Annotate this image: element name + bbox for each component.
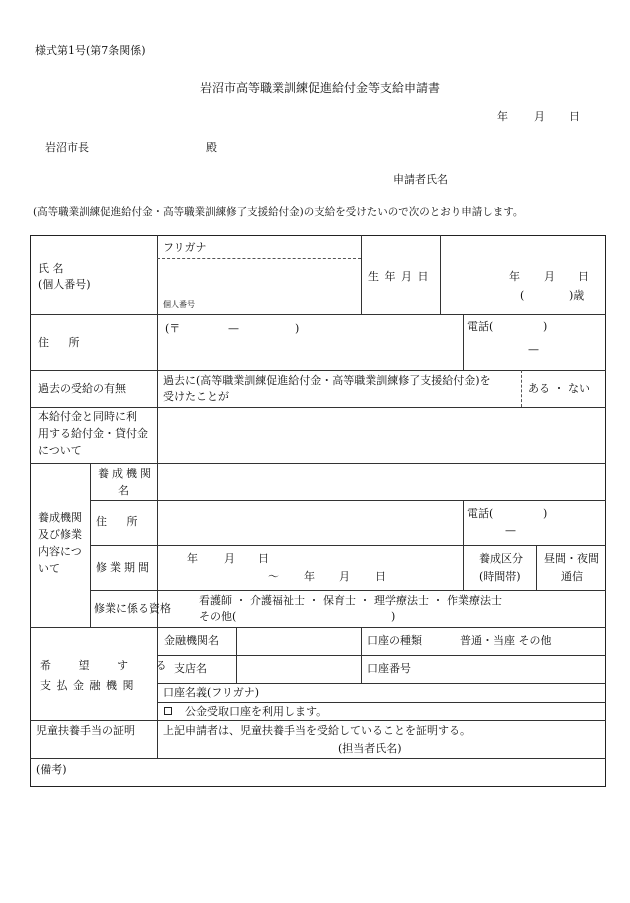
institution-name-field[interactable]: [160, 466, 604, 498]
bank-name-label: 金融機関名: [164, 634, 219, 647]
account-type-label: 口座の種類: [367, 634, 422, 647]
training-period-label: 修業期間: [96, 561, 152, 574]
addressee: 岩沼市長: [45, 141, 89, 154]
institution-address-label: 住 所: [96, 515, 146, 528]
bank-name-field[interactable]: [239, 630, 359, 654]
birth-date-label: 生 年 月 日: [368, 270, 430, 283]
officer-name-label: (担当者氏名): [338, 742, 402, 755]
address-label: 住 所: [38, 336, 88, 349]
past-receipt-text-line2: 受けたことが: [163, 390, 229, 403]
qualification-label: 修業に係る資格: [94, 602, 171, 615]
remarks-field[interactable]: [100, 762, 600, 784]
honorific: 殿: [206, 141, 217, 154]
child-allowance-label: 児童扶養手当の証明: [36, 724, 135, 737]
form-number: 様式第1号(第7条関係): [35, 44, 146, 57]
account-type-options[interactable]: 普通・当座 その他: [460, 634, 552, 647]
intro-text: (高等職業訓練促進給付金・高等職業訓練修了支援給付金)の支給を受けたいので次のとおり申請します。: [33, 206, 524, 218]
past-receipt-choice[interactable]: ある ・ ない: [528, 382, 590, 395]
public-account-label: 公金受取口座を利用します。: [185, 705, 328, 718]
furigana-label: フリガナ: [163, 241, 207, 254]
applicant-name-label: 申請者氏名: [393, 173, 448, 186]
past-receipt-label: 過去の受給の有無: [38, 382, 126, 395]
qualification-options[interactable]: 看護師 ・ 介護福祉士 ・ 保育士 ・ 理学療法士 ・ 作業療法士: [199, 594, 502, 607]
public-account-checkbox[interactable]: [164, 707, 172, 715]
form-title: 岩沼市高等職業訓練促進給付金等支給申請書: [200, 81, 441, 95]
account-holder-label: 口座名義(フリガナ): [163, 686, 260, 699]
branch-name-field[interactable]: [239, 658, 359, 682]
past-receipt-text-line1: 過去に(高等職業訓練促進給付金・高等職業訓練修了支援給付金)を: [163, 374, 491, 387]
account-number-label: 口座番号: [367, 662, 411, 675]
remarks-label: (備考): [36, 763, 67, 776]
concurrent-benefits-field[interactable]: [160, 410, 604, 460]
branch-name-label: 支店名: [174, 662, 207, 675]
my-number-label: 個人番号: [163, 300, 195, 309]
child-allowance-text: 上記申請者は、児童扶養手当を受給していることを証明する。: [163, 724, 471, 737]
